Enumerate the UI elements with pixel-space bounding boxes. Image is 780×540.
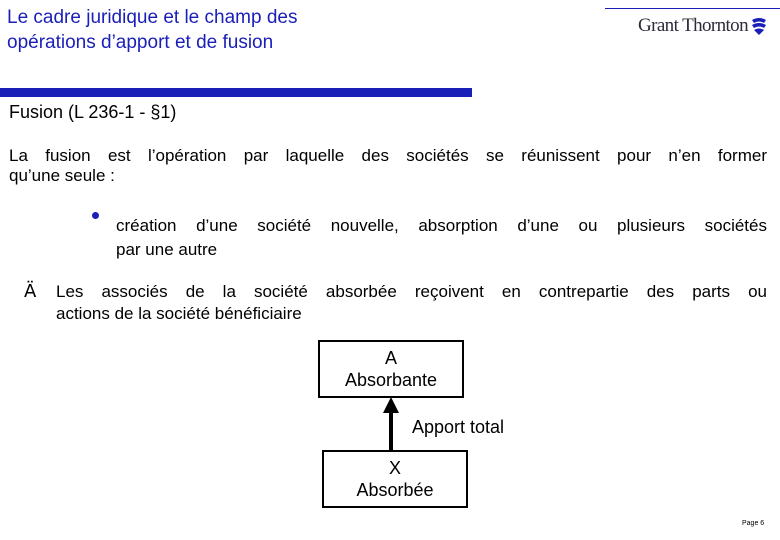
absorbante-letter: A	[384, 348, 397, 368]
arrow-line-2: actions de la société bénéficiaire	[56, 304, 302, 323]
bullet-line-2: par une autre	[116, 240, 218, 259]
arrow-line-1: Les associés de la société absorbée reçoivent en contrepartie des parts ou	[56, 282, 767, 301]
apport-label: Apport total	[412, 417, 505, 437]
grant-thornton-logo	[638, 14, 768, 38]
absorbante-box	[318, 340, 464, 398]
up-arrow-head-icon	[383, 397, 399, 413]
arrow-item	[56, 281, 767, 325]
arrow-bullet-icon: Ä	[24, 281, 37, 302]
bullet-line-1: création d’une société nouvelle, absorption d’une ou plusieurs sociétés	[116, 216, 767, 235]
title-divider-bar	[0, 88, 472, 97]
apport-connector-line	[389, 412, 393, 450]
slide-title	[7, 5, 467, 55]
bullet-dot-icon	[92, 212, 99, 219]
intro-paragraph	[9, 146, 767, 186]
absorbee-letter: X	[388, 458, 401, 478]
section-heading: Fusion (L 236-1 - §1)	[9, 102, 177, 122]
absorbee-box	[322, 450, 468, 508]
slide-title-line-1: Le cadre juridique et le champ des	[7, 7, 298, 28]
absorbee-label: Absorbée	[356, 480, 434, 500]
absorbante-label: Absorbante	[344, 370, 438, 390]
intro-line-1: La fusion est l’opération par laquelle des sociétés se réunissent pour n’en former	[9, 146, 767, 165]
logo-wordmark: Grant Thornton	[638, 15, 748, 36]
bullet-item	[116, 214, 767, 262]
slide-title-line-2: opérations d’apport et de fusion	[7, 32, 274, 53]
intro-line-2: qu’une seule :	[9, 166, 115, 185]
logo-emblem-icon	[750, 17, 768, 35]
page-number: Page 6	[742, 520, 765, 527]
logo-rule	[605, 8, 780, 9]
